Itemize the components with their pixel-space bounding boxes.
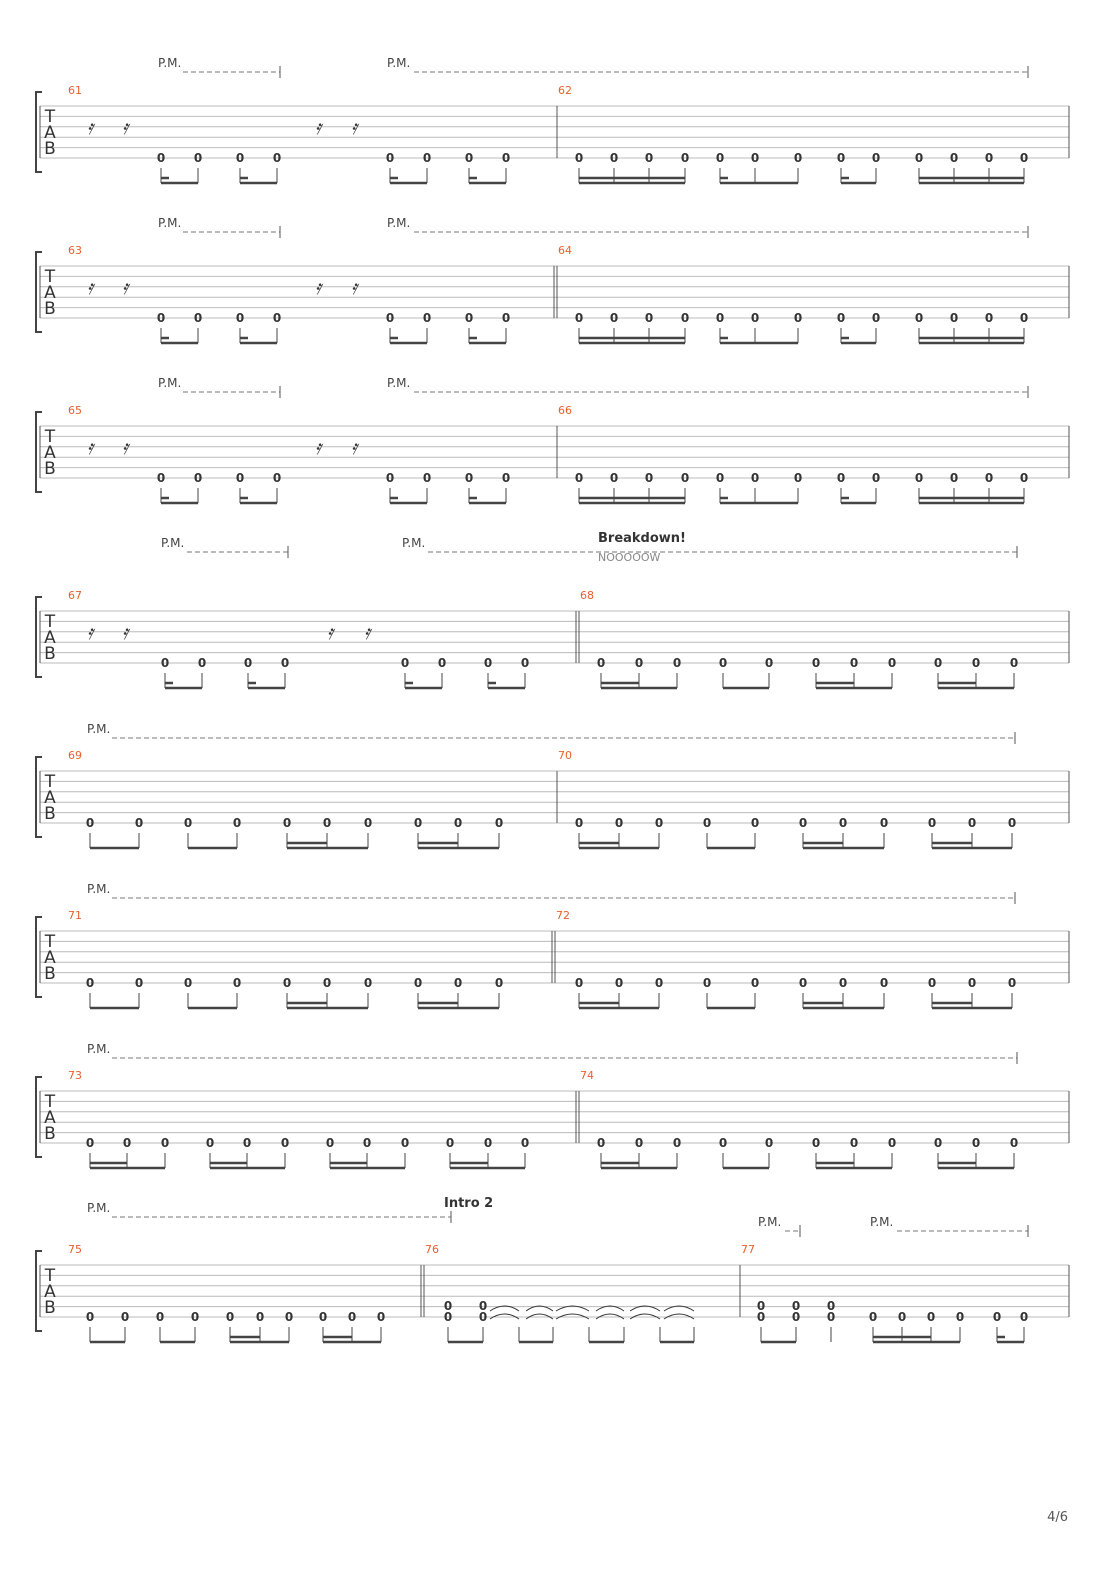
fret-number: 0 <box>838 976 848 990</box>
measure-number: 69 <box>68 749 82 762</box>
sixteenth-rest: 𝄿 <box>86 275 94 299</box>
fret-number: 0 <box>284 1310 294 1324</box>
fret-number: 0 <box>255 1310 265 1324</box>
fret-number: 0 <box>574 151 584 165</box>
palm-mute-label: P.M. <box>87 1201 111 1215</box>
fret-number: 0 <box>156 311 166 325</box>
fret-number: 0 <box>793 311 803 325</box>
sixteenth-rest: 𝄿 <box>86 435 94 459</box>
tab-clef-letter: T <box>44 1092 56 1112</box>
fret-number: 0 <box>750 151 760 165</box>
fret-number: 0 <box>422 151 432 165</box>
fret-number: 0 <box>879 816 889 830</box>
palm-mute-label: P.M. <box>87 882 111 896</box>
fret-number: 0 <box>464 471 474 485</box>
measure-number: 72 <box>556 909 570 922</box>
fret-number: 0 <box>654 976 664 990</box>
tab-clef-letter: A <box>44 1108 56 1128</box>
fret-number: 0 <box>967 976 977 990</box>
fret-number: 0 <box>134 816 144 830</box>
fret-number: 0 <box>1007 816 1017 830</box>
fret-number: 0 <box>282 976 292 990</box>
fret-number: 0 <box>322 816 332 830</box>
tab-clef-letter: A <box>44 443 56 463</box>
fret-number: 0 <box>464 151 474 165</box>
fret-number: 0 <box>122 1136 132 1150</box>
fret-number: 0 <box>363 816 373 830</box>
fret-number: 0 <box>634 1136 644 1150</box>
sixteenth-rest: 𝄿 <box>121 620 129 644</box>
measure-number: 73 <box>68 1069 82 1082</box>
fret-number: 0 <box>826 1310 836 1324</box>
fret-number: 0 <box>718 656 728 670</box>
tab-clef-letter: A <box>44 1282 56 1302</box>
fret-number: 0 <box>811 1136 821 1150</box>
tab-clef-letter: A <box>44 628 56 648</box>
fret-number: 0 <box>887 656 897 670</box>
tab-clef-letter: T <box>44 107 56 127</box>
fret-number: 0 <box>871 151 881 165</box>
fret-number: 0 <box>85 976 95 990</box>
fret-number: 0 <box>868 1310 878 1324</box>
fret-number: 0 <box>494 816 504 830</box>
fret-number: 0 <box>914 311 924 325</box>
fret-number: 0 <box>376 1310 386 1324</box>
fret-number: 0 <box>193 471 203 485</box>
measure-number: 63 <box>68 244 82 257</box>
system-bracket <box>36 1077 42 1157</box>
sixteenth-rest: 𝄿 <box>86 620 94 644</box>
fret-number: 0 <box>362 1136 372 1150</box>
fret-number: 0 <box>272 311 282 325</box>
fret-number: 0 <box>971 656 981 670</box>
fret-number: 0 <box>971 1136 981 1150</box>
fret-number: 0 <box>243 656 253 670</box>
fret-number: 0 <box>156 471 166 485</box>
fret-number: 0 <box>574 976 584 990</box>
measure-number: 68 <box>580 589 594 602</box>
fret-number: 0 <box>501 471 511 485</box>
fret-number-chord: 0 <box>826 1299 836 1313</box>
sixteenth-rest: 𝄿 <box>314 115 322 139</box>
fret-number: 0 <box>764 656 774 670</box>
fret-number: 0 <box>183 816 193 830</box>
fret-number: 0 <box>750 471 760 485</box>
tab-clef-letter: T <box>44 612 56 632</box>
fret-number: 0 <box>483 1136 493 1150</box>
fret-number: 0 <box>609 151 619 165</box>
palm-mute-label: P.M. <box>387 216 411 230</box>
fret-number: 0 <box>197 656 207 670</box>
system-bracket <box>36 1251 42 1331</box>
fret-number: 0 <box>992 1310 1002 1324</box>
fret-number: 0 <box>501 151 511 165</box>
fret-number-chord: 0 <box>478 1299 488 1313</box>
tab-clef-letter: B <box>44 964 56 984</box>
fret-number: 0 <box>764 1136 774 1150</box>
fret-number: 0 <box>1007 976 1017 990</box>
palm-mute-label: P.M. <box>158 376 182 390</box>
fret-number: 0 <box>1009 1136 1019 1150</box>
fret-number: 0 <box>849 656 859 670</box>
fret-number: 0 <box>756 1310 766 1324</box>
palm-mute-label: P.M. <box>87 1042 111 1056</box>
tab-clef-letter: B <box>44 299 56 319</box>
fret-number: 0 <box>927 816 937 830</box>
fret-number: 0 <box>871 471 881 485</box>
fret-number: 0 <box>644 471 654 485</box>
fret-number: 0 <box>193 311 203 325</box>
fret-number: 0 <box>318 1310 328 1324</box>
fret-number: 0 <box>798 976 808 990</box>
fret-number: 0 <box>483 656 493 670</box>
fret-number: 0 <box>793 151 803 165</box>
fret-number: 0 <box>520 656 530 670</box>
sixteenth-rest: 𝄿 <box>121 275 129 299</box>
fret-number: 0 <box>160 1136 170 1150</box>
section-subtitle: NOOOOOW <box>598 551 661 564</box>
fret-number: 0 <box>849 1136 859 1150</box>
fret-number: 0 <box>282 816 292 830</box>
fret-number: 0 <box>85 816 95 830</box>
fret-number: 0 <box>634 656 644 670</box>
fret-number: 0 <box>914 471 924 485</box>
palm-mute-label: P.M. <box>387 56 411 70</box>
fret-number: 0 <box>235 471 245 485</box>
fret-number: 0 <box>363 976 373 990</box>
section-title: Intro 2 <box>444 1196 494 1211</box>
sixteenth-rest: 𝄿 <box>314 275 322 299</box>
fret-number: 0 <box>984 311 994 325</box>
fret-number: 0 <box>887 1136 897 1150</box>
tab-clef-letter: A <box>44 788 56 808</box>
fret-number: 0 <box>85 1310 95 1324</box>
fret-number: 0 <box>949 151 959 165</box>
fret-number: 0 <box>680 311 690 325</box>
fret-number: 0 <box>750 311 760 325</box>
system-bracket <box>36 597 42 677</box>
system-bracket <box>36 412 42 492</box>
fret-number: 0 <box>443 1310 453 1324</box>
fret-number: 0 <box>811 656 821 670</box>
fret-number: 0 <box>614 816 624 830</box>
fret-number: 0 <box>160 656 170 670</box>
fret-number: 0 <box>967 816 977 830</box>
measure-number: 70 <box>558 749 572 762</box>
fret-number: 0 <box>609 471 619 485</box>
system-bracket <box>36 252 42 332</box>
fret-number: 0 <box>871 311 881 325</box>
fret-number: 0 <box>933 1136 943 1150</box>
sixteenth-rest: 𝄿 <box>326 620 334 644</box>
fret-number: 0 <box>718 1136 728 1150</box>
fret-number: 0 <box>1019 311 1029 325</box>
fret-number: 0 <box>750 816 760 830</box>
fret-number: 0 <box>235 151 245 165</box>
system-bracket <box>36 757 42 837</box>
measure-number: 67 <box>68 589 82 602</box>
fret-number: 0 <box>836 151 846 165</box>
palm-mute-label: P.M. <box>158 56 182 70</box>
fret-number: 0 <box>702 976 712 990</box>
fret-number: 0 <box>672 1136 682 1150</box>
sixteenth-rest: 𝄿 <box>350 115 358 139</box>
fret-number: 0 <box>385 151 395 165</box>
fret-number-chord: 0 <box>791 1299 801 1313</box>
fret-number: 0 <box>445 1136 455 1150</box>
fret-number: 0 <box>879 976 889 990</box>
fret-number: 0 <box>836 471 846 485</box>
fret-number: 0 <box>680 151 690 165</box>
measure-number: 66 <box>558 404 572 417</box>
fret-number: 0 <box>134 976 144 990</box>
system-bracket <box>36 917 42 997</box>
tab-clef-letter: T <box>44 772 56 792</box>
palm-mute-label: P.M. <box>870 1215 894 1229</box>
fret-number: 0 <box>225 1310 235 1324</box>
fret-number: 0 <box>750 976 760 990</box>
fret-number: 0 <box>644 151 654 165</box>
fret-number: 0 <box>1019 471 1029 485</box>
fret-number: 0 <box>574 471 584 485</box>
fret-number: 0 <box>413 976 423 990</box>
tab-clef-letter: B <box>44 1124 56 1144</box>
fret-number: 0 <box>1009 656 1019 670</box>
tab-clef-letter: B <box>44 459 56 479</box>
fret-number: 0 <box>85 1136 95 1150</box>
fret-number-chord: 0 <box>756 1299 766 1313</box>
palm-mute-label: P.M. <box>402 536 426 550</box>
palm-mute-label: P.M. <box>158 216 182 230</box>
palm-mute-label: P.M. <box>87 722 111 736</box>
fret-number: 0 <box>715 311 725 325</box>
fret-number: 0 <box>793 471 803 485</box>
fret-number: 0 <box>272 151 282 165</box>
fret-number: 0 <box>235 311 245 325</box>
fret-number: 0 <box>574 311 584 325</box>
sixteenth-rest: 𝄿 <box>314 435 322 459</box>
fret-number: 0 <box>680 471 690 485</box>
fret-number: 0 <box>614 976 624 990</box>
fret-number: 0 <box>156 151 166 165</box>
fret-number: 0 <box>715 471 725 485</box>
measure-number: 62 <box>558 84 572 97</box>
fret-number: 0 <box>205 1136 215 1150</box>
fret-number: 0 <box>955 1310 965 1324</box>
fret-number: 0 <box>791 1310 801 1324</box>
fret-number: 0 <box>232 816 242 830</box>
tab-clef-letter: A <box>44 123 56 143</box>
fret-number: 0 <box>914 151 924 165</box>
fret-number: 0 <box>897 1310 907 1324</box>
tab-clef-letter: T <box>44 1266 56 1286</box>
palm-mute-label: P.M. <box>387 376 411 390</box>
fret-number: 0 <box>596 656 606 670</box>
measure-number: 61 <box>68 84 82 97</box>
tab-clef-letter: B <box>44 1298 56 1318</box>
fret-number: 0 <box>325 1136 335 1150</box>
fret-number: 0 <box>280 1136 290 1150</box>
fret-number: 0 <box>155 1310 165 1324</box>
measure-number: 71 <box>68 909 82 922</box>
fret-number: 0 <box>926 1310 936 1324</box>
fret-number: 0 <box>453 816 463 830</box>
fret-number: 0 <box>494 976 504 990</box>
tab-clef-letter: B <box>44 644 56 664</box>
sixteenth-rest: 𝄿 <box>363 620 371 644</box>
palm-mute-label: P.M. <box>161 536 185 550</box>
tab-clef-letter: T <box>44 932 56 952</box>
fret-number: 0 <box>422 471 432 485</box>
measure-number: 77 <box>741 1243 755 1256</box>
tab-clef-letter: T <box>44 267 56 287</box>
fret-number: 0 <box>347 1310 357 1324</box>
sixteenth-rest: 𝄿 <box>121 435 129 459</box>
fret-number: 0 <box>183 976 193 990</box>
fret-number: 0 <box>413 816 423 830</box>
fret-number: 0 <box>949 311 959 325</box>
fret-number: 0 <box>715 151 725 165</box>
fret-number: 0 <box>272 471 282 485</box>
fret-number: 0 <box>644 311 654 325</box>
fret-number: 0 <box>836 311 846 325</box>
fret-number: 0 <box>280 656 290 670</box>
fret-number: 0 <box>596 1136 606 1150</box>
section-title: Breakdown! <box>598 531 686 546</box>
fret-number: 0 <box>654 816 664 830</box>
fret-number: 0 <box>672 656 682 670</box>
measure-number: 74 <box>580 1069 594 1082</box>
fret-number: 0 <box>478 1310 488 1324</box>
tab-clef-letter: A <box>44 283 56 303</box>
measure-number: 76 <box>425 1243 439 1256</box>
sixteenth-rest: 𝄿 <box>86 115 94 139</box>
page-number: 4/6 <box>1047 1510 1068 1525</box>
measure-number: 65 <box>68 404 82 417</box>
fret-number: 0 <box>422 311 432 325</box>
fret-number: 0 <box>385 471 395 485</box>
fret-number: 0 <box>385 311 395 325</box>
tab-clef-letter: A <box>44 948 56 968</box>
fret-number: 0 <box>190 1310 200 1324</box>
fret-number: 0 <box>1019 151 1029 165</box>
fret-number: 0 <box>453 976 463 990</box>
tab-clef-letter: B <box>44 804 56 824</box>
fret-number: 0 <box>400 1136 410 1150</box>
tab-clef-letter: B <box>44 139 56 159</box>
fret-number: 0 <box>984 471 994 485</box>
fret-number: 0 <box>1019 1310 1029 1324</box>
sixteenth-rest: 𝄿 <box>350 435 358 459</box>
fret-number: 0 <box>501 311 511 325</box>
fret-number: 0 <box>984 151 994 165</box>
fret-number-chord: 0 <box>443 1299 453 1313</box>
fret-number: 0 <box>933 656 943 670</box>
fret-number: 0 <box>927 976 937 990</box>
sixteenth-rest: 𝄿 <box>121 115 129 139</box>
fret-number: 0 <box>242 1136 252 1150</box>
fret-number: 0 <box>193 151 203 165</box>
fret-number: 0 <box>120 1310 130 1324</box>
fret-number: 0 <box>838 816 848 830</box>
sixteenth-rest: 𝄿 <box>350 275 358 299</box>
fret-number: 0 <box>949 471 959 485</box>
measure-number: 64 <box>558 244 572 257</box>
measure-number: 75 <box>68 1243 82 1256</box>
fret-number: 0 <box>322 976 332 990</box>
system-bracket <box>36 92 42 172</box>
palm-mute-label: P.M. <box>758 1215 782 1229</box>
fret-number: 0 <box>574 816 584 830</box>
fret-number: 0 <box>609 311 619 325</box>
fret-number: 0 <box>232 976 242 990</box>
tab-clef-letter: T <box>44 427 56 447</box>
fret-number: 0 <box>520 1136 530 1150</box>
fret-number: 0 <box>464 311 474 325</box>
fret-number: 0 <box>400 656 410 670</box>
fret-number: 0 <box>798 816 808 830</box>
fret-number: 0 <box>702 816 712 830</box>
fret-number: 0 <box>437 656 447 670</box>
